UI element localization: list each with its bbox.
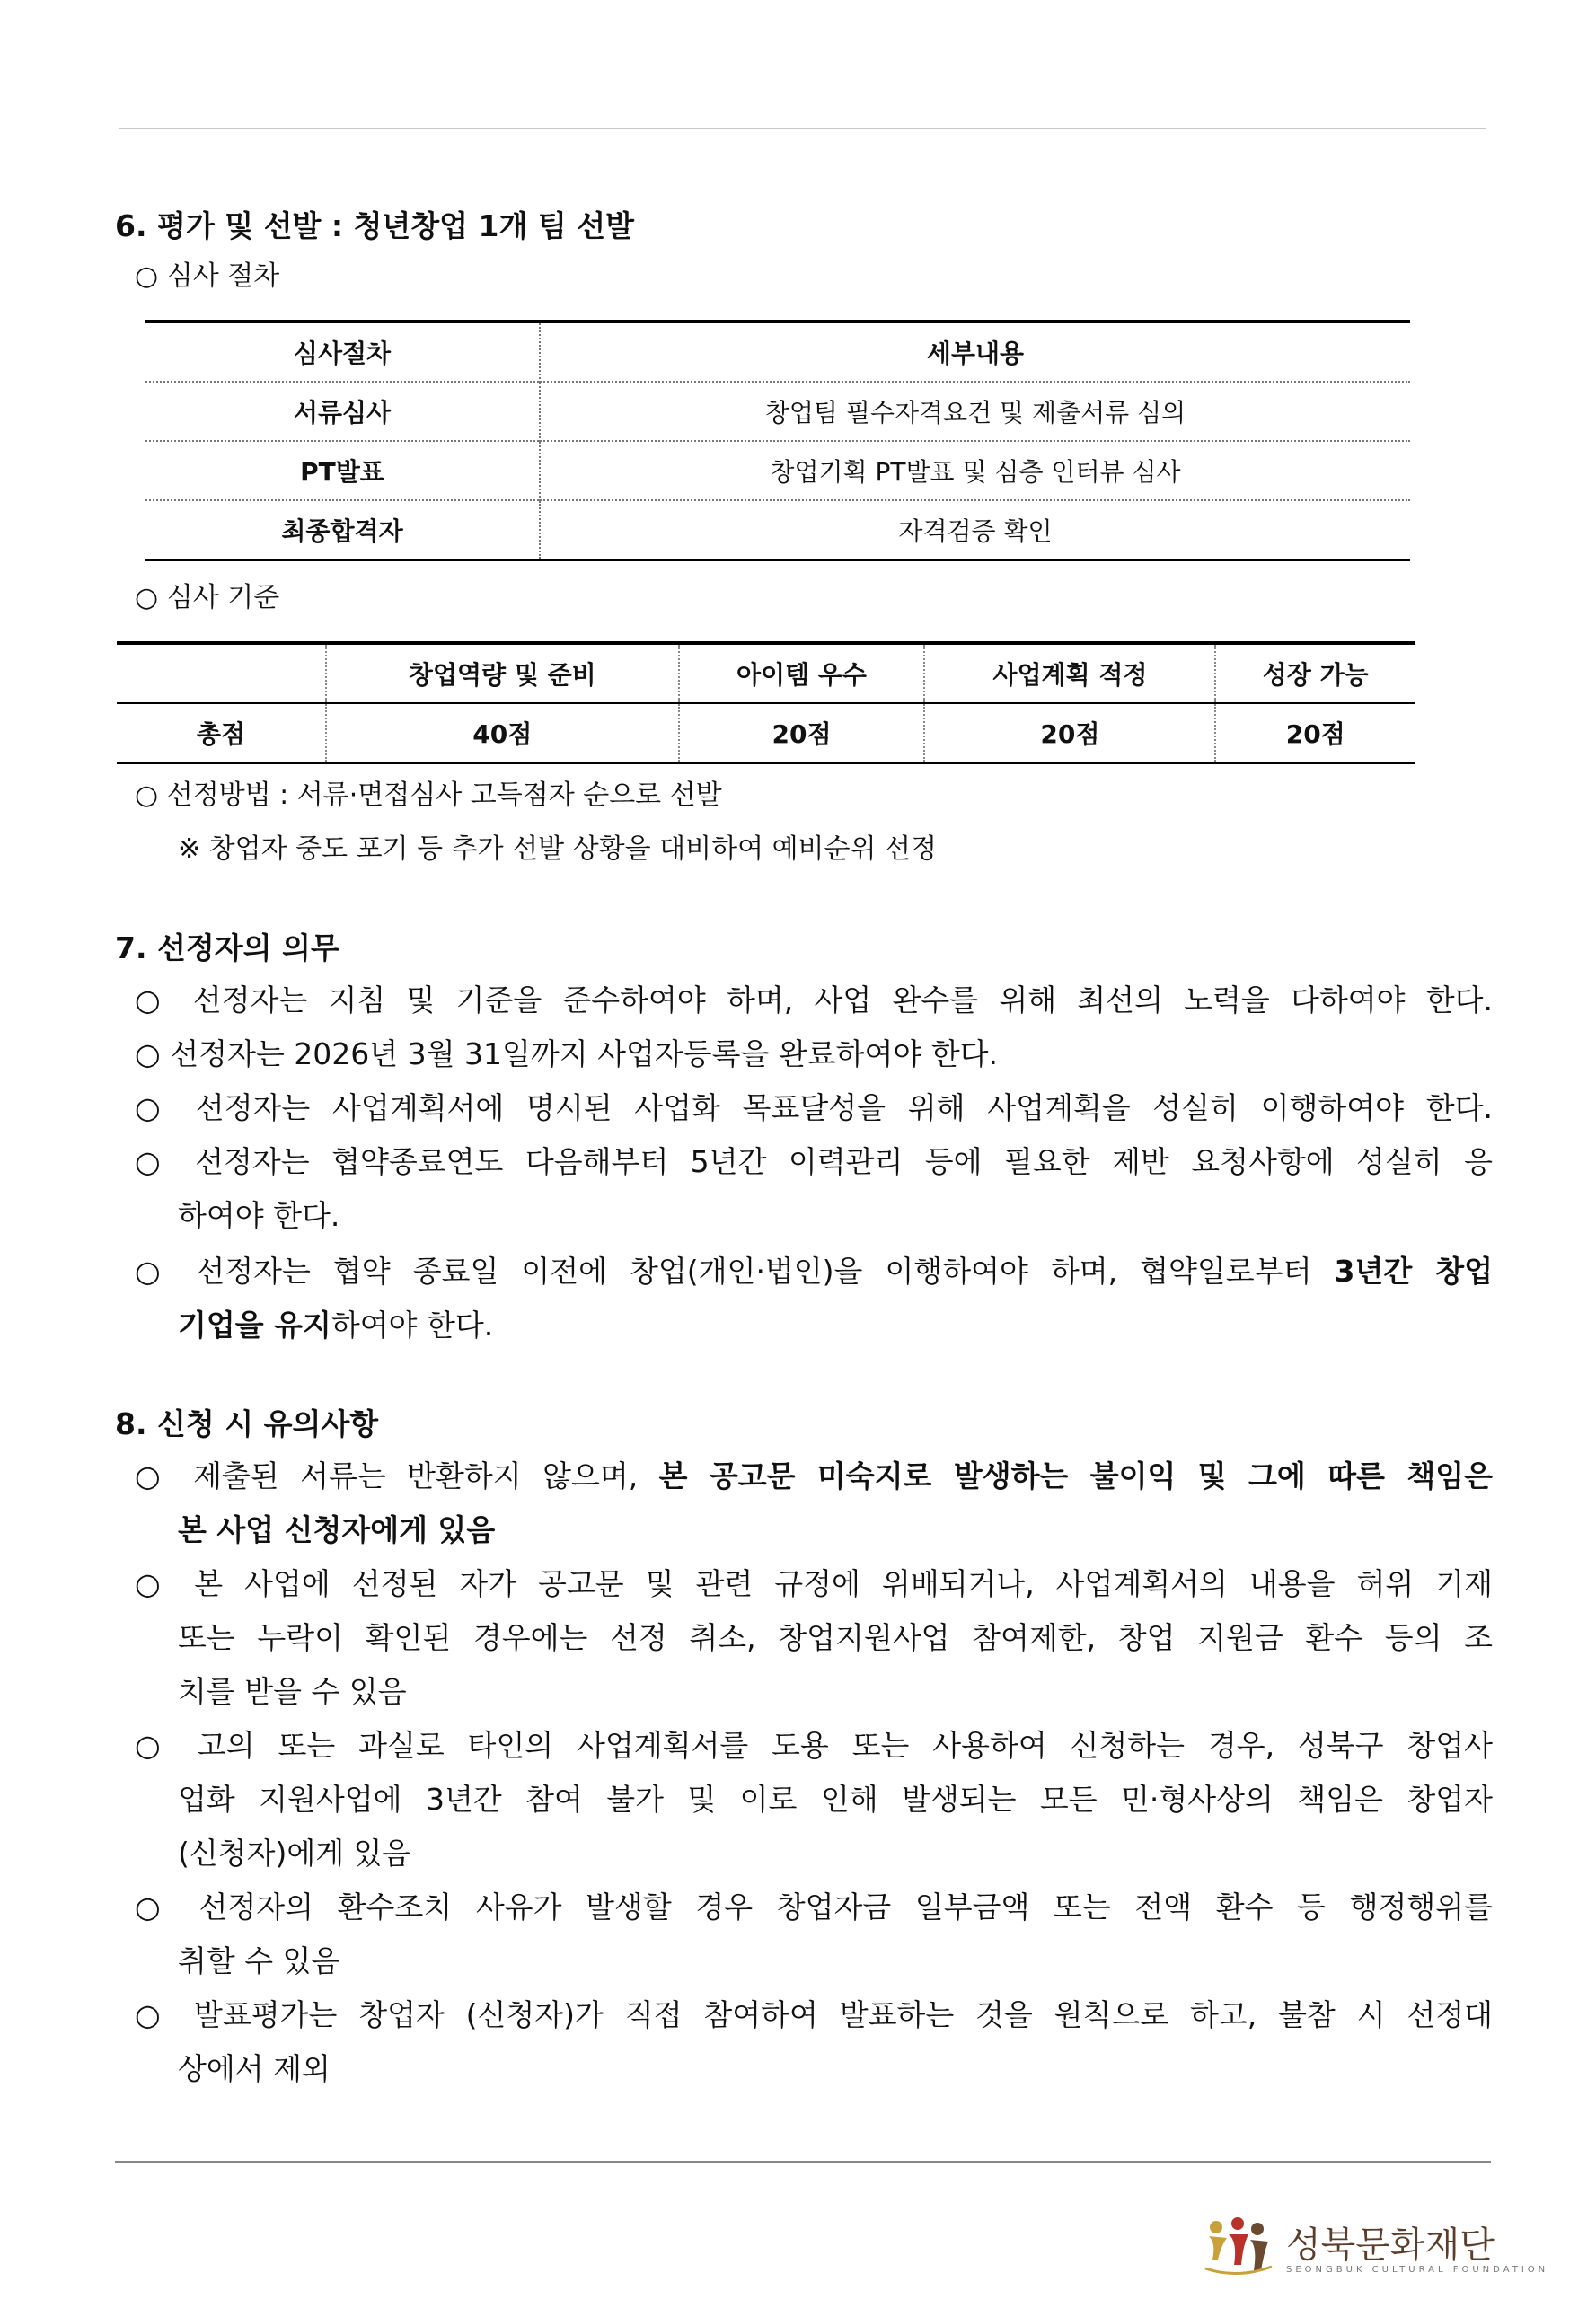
table-header-cell	[117, 643, 326, 703]
procedure-label: ○ 심사 절차	[135, 260, 280, 292]
list-item-continuation: 취할 수 있음	[178, 1943, 340, 1978]
table-header-cell: 창업역량 및 준비	[326, 643, 679, 703]
table-cell: 자격검증 확인	[540, 500, 1410, 560]
text-run: 하여야 한다.	[331, 1308, 494, 1343]
table-header-cell: 사업계획 적정	[924, 643, 1215, 703]
selection-method: ○ 선정방법 : 서류·면접심사 고득점자 순으로 선발	[135, 780, 722, 811]
emphasis-text: 3년간 창업	[1334, 1254, 1493, 1289]
table-row	[117, 703, 1415, 763]
table-cell: 창업팀 필수자격요건 및 제출서류 심의	[540, 382, 1410, 441]
foundation-logo-subtext: SEONGBUK CULTURAL FOUNDATION	[1286, 2265, 1549, 2275]
table-cell: 20점	[924, 703, 1215, 763]
table-cell: 20점	[679, 703, 925, 763]
list-item-continuation	[178, 1308, 493, 1343]
table-header-cell: 아이템 우수	[679, 643, 925, 703]
list-item: ○ 선정자는 사업계획서에 명시된 사업화 목표달성을 위해 사업계획을 성실히 이행하여야 한다.	[135, 1090, 1493, 1125]
section-8-heading: 8. 신청 시 유의사항	[115, 1406, 379, 1441]
text-run: ○ 제출된 서류는 반환하지 않으며,	[135, 1458, 659, 1493]
table-cell: 창업기획 PT발표 및 심층 인터뷰 심사	[540, 441, 1410, 500]
list-item-continuation: 치를 받을 수 있음	[178, 1674, 407, 1709]
foundation-logo-icon	[1202, 2215, 1274, 2283]
bottom-rule	[115, 2161, 1491, 2163]
table-header-cell: 성장 가능	[1215, 643, 1415, 703]
list-item: ○ 선정자는 협약종료연도 다음해부터 5년간 이력관리 등에 필요한 제반 요청사항에 성실히 응	[135, 1144, 1493, 1179]
section-7-heading: 7. 선정자의 의무	[115, 930, 339, 965]
table-row	[145, 382, 1410, 441]
reserve-note: ※ 창업자 중도 포기 등 추가 선발 상황을 대비하여 예비순위 선정	[178, 833, 937, 865]
procedure-table	[145, 320, 1410, 561]
list-item: ○ 선정자의 환수조치 사유가 발생할 경우 창업자금 일부금액 또는 전액 환수 등 행정행위를	[135, 1890, 1493, 1925]
emphasis-text: 본 공고문 미숙지로 발생하는 불이익 및 그에 따른 책임은	[658, 1458, 1493, 1493]
list-item-continuation: (신청자)에게 있음	[178, 1836, 411, 1871]
text-run: ○ 선정자는 협약 종료일 이전에 창업(개인·법인)을 이행하여야 하며, 협약일로부터	[135, 1254, 1335, 1289]
list-item: ○ 선정자는 2026년 3월 31일까지 사업자등록을 완료하여야 한다.	[135, 1036, 998, 1071]
list-item-continuation: 또는 누락이 확인된 경우에는 선정 취소, 창업지원사업 참여제한, 창업 지원금 환수 등의 조	[178, 1620, 1493, 1655]
foundation-logo-text: 성북문화재단	[1286, 2224, 1495, 2266]
table-cell: 서류심사	[145, 382, 540, 441]
table-row	[145, 441, 1410, 500]
foundation-logo	[1202, 2215, 1549, 2283]
table-row	[145, 500, 1410, 560]
table-header-row	[117, 643, 1415, 703]
table-cell: 총점	[117, 703, 326, 763]
list-item-continuation: 상에서 제외	[178, 2051, 331, 2086]
list-item: ○ 본 사업에 선정된 자가 공고문 및 관련 규정에 위배되거나, 사업계획서의 내용을 허위 기재	[135, 1566, 1493, 1601]
table-header-cell: 심사절차	[145, 322, 540, 382]
table-cell: PT발표	[145, 441, 540, 500]
table-cell: 20점	[1215, 703, 1415, 763]
list-item-continuation: 하여야 한다.	[178, 1198, 340, 1233]
emphasis-text: 본 사업 신청자에게 있음	[178, 1512, 496, 1547]
list-item	[135, 1458, 1493, 1494]
table-header-cell: 세부내용	[540, 322, 1410, 382]
list-item: ○ 발표평가는 창업자 (신청자)가 직접 참여하여 발표하는 것을 원칙으로 하고, 불참 시 선정대	[135, 1997, 1493, 2032]
list-item-continuation: 업화 지원사업에 3년간 참여 불가 및 이로 인해 발생되는 모든 민·형사상의 책임은 창업자	[178, 1782, 1493, 1817]
emphasis-text: 기업을 유지	[178, 1308, 331, 1343]
list-item: ○ 고의 또는 과실로 타인의 사업계획서를 도용 또는 사용하여 신청하는 경우, 성북구 창업사	[135, 1728, 1493, 1763]
section-6-heading: 6. 평가 및 선발 : 청년창업 1개 팀 선발	[115, 208, 634, 243]
table-cell: 최종합격자	[145, 500, 540, 560]
top-rule	[119, 128, 1486, 129]
table-header-row	[145, 322, 1410, 382]
criteria-table	[117, 641, 1415, 764]
list-item	[135, 1254, 1493, 1290]
list-item: ○ 선정자는 지침 및 기준을 준수하여야 하며, 사업 완수를 위해 최선의 노력을 다하여야 한다.	[135, 982, 1493, 1017]
criteria-label: ○ 심사 기준	[135, 582, 280, 613]
list-item-continuation	[178, 1512, 495, 1548]
table-cell: 40점	[326, 703, 679, 763]
